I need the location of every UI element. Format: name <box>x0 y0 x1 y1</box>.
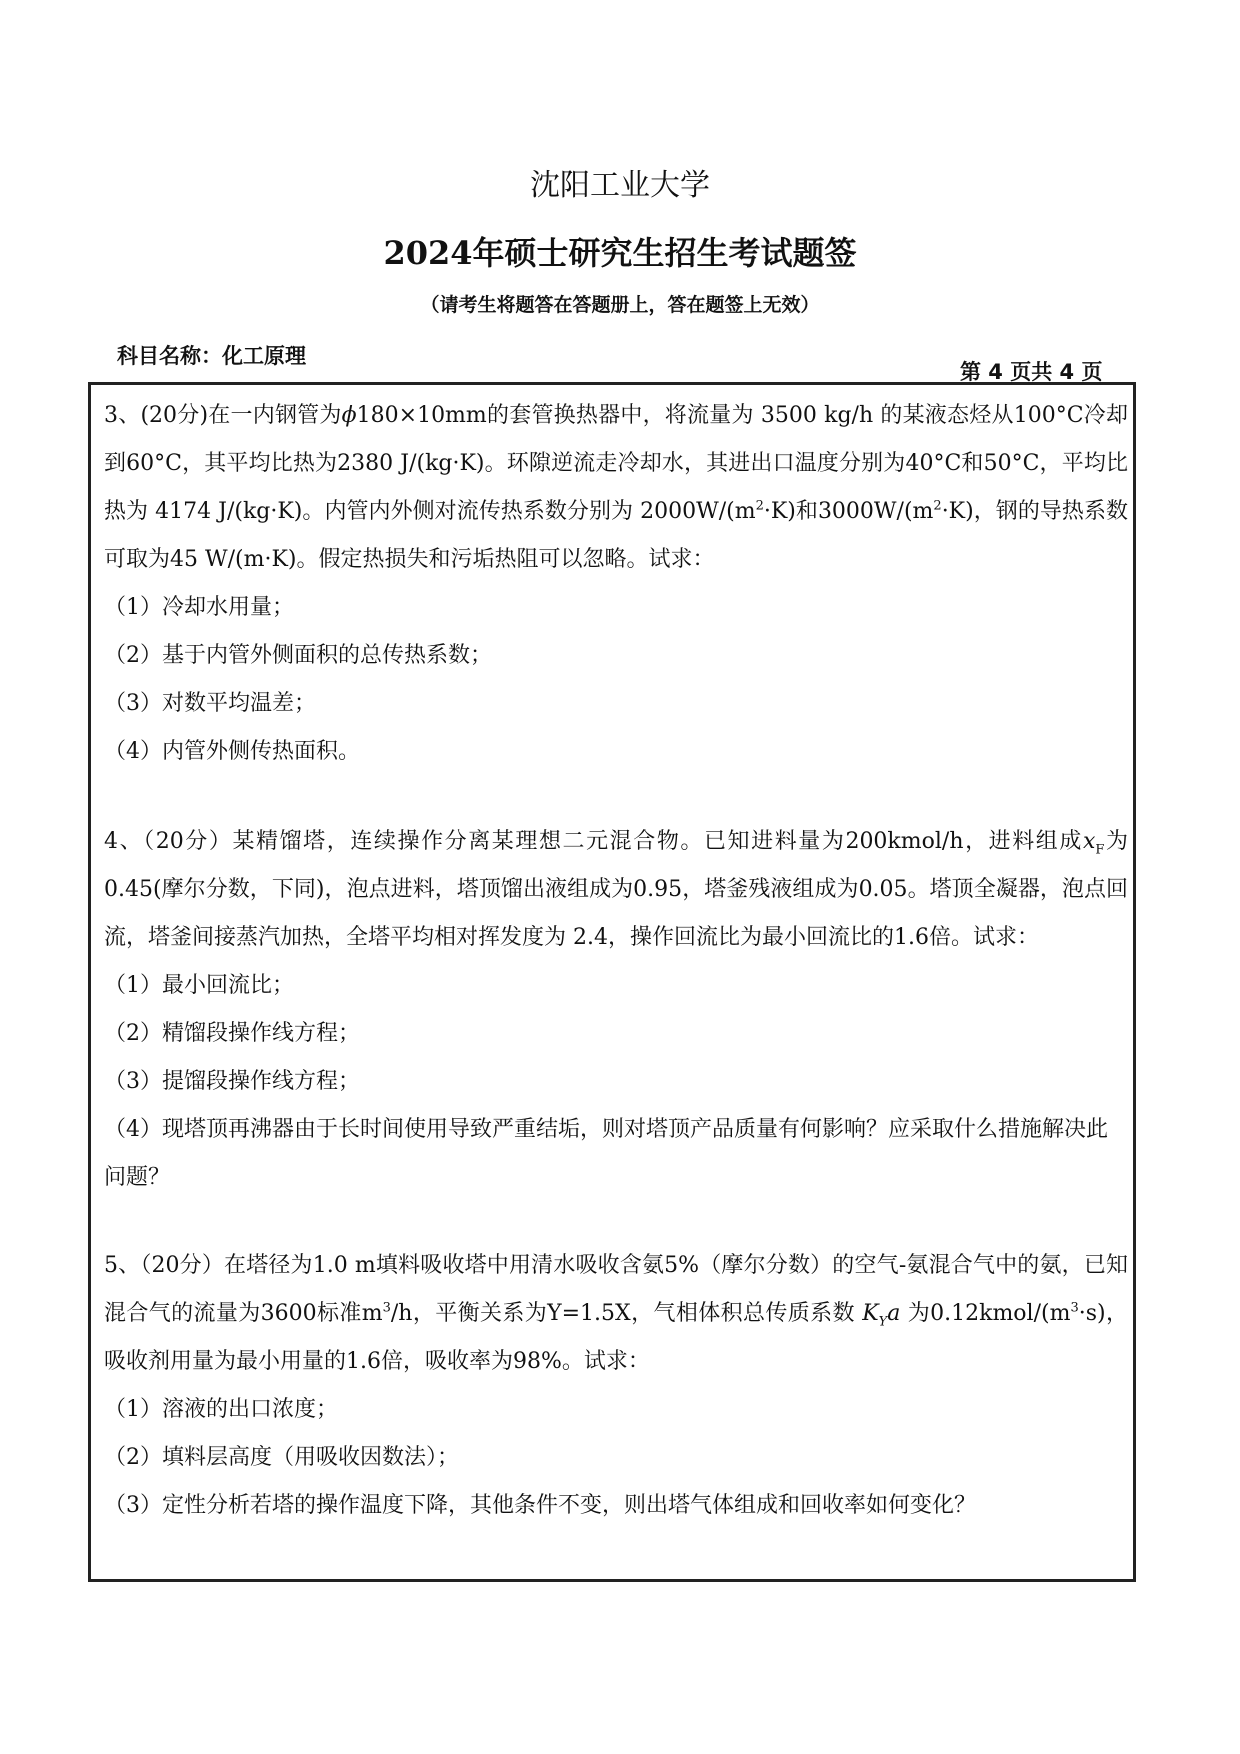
question-5-item: （2）填料层高度（用吸收因数法）； <box>104 1445 459 1470</box>
exam-notice: （请考生将题答在答题册上，答在题签上无效） <box>420 294 820 316</box>
exam-title: 2024年硕士研究生招生考试题签 <box>383 234 857 272</box>
question-content <box>104 392 1128 1530</box>
question-5-item: （1）溶液的出口浓度； <box>104 1397 338 1422</box>
question-4: 4、（20分）某精馏塔，连续操作分离某理想二元混合物。已知进料量为200kmol/h，进料组成$x_F$为0.45(摩尔分数，下同)，泡点进料，塔顶馏出液组成为0.95，塔釜残液组成为0.05。塔顶全凝器，泡点回流，塔釜间接蒸汽加热，全塔平均相对挥发度为 2.4，操作回流比为最小回流比的1.6倍。试求： <box>104 829 1128 950</box>
question-4-item: （3）提馏段操作线方程； <box>104 1069 360 1094</box>
question-3: 3、(20分)在一内钢管为ϕ180×10mm的套管换热器中，将流量为 3500 kg/h 的某液态烃从100°C冷却到60°C，其平均比热为2380 J/(kg·K)。环隙逆流走冷却水，其进出口温度分别为40°C和50°C，平均比热为 4174 J/(kg·K)。内管内外侧对流传热系数分别为 $2000W/(m^2\cdot K)$和$3000W/(m^2\cdot K)$，钢的导热系数可取为45 W/(m·K)。假定热损失和污垢热阻可以忽略。试求： <box>104 403 1128 572</box>
spacer <box>104 776 1128 818</box>
question-4-item: （2）精馏段操作线方程； <box>104 1021 360 1046</box>
phi-symbol: ϕ <box>341 403 357 428</box>
question-5: 5、（20分）在塔径为1.0 m填料吸收塔中用清水吸收含氨5%（摩尔分数）的空气-氨混合气中的氨，已知混合气的流量为3600标准$m^3/h$，平衡关系为Y=1.5X，气相体积总传质系数 $K_Ya$ 为$0.12kmol/(m^3\cdot s)$，吸收剂用量为最小用量的1.6倍，吸收率为98%。试求： <box>104 1253 1128 1374</box>
question-4-item: （1）最小回流比； <box>104 973 294 998</box>
question-3-item: （2）基于内管外侧面积的总传热系数； <box>104 643 492 668</box>
question-4-item: （4）现塔顶再沸器由于长时间使用导致严重结垢，则对塔顶产品质量有何影响？应采取什么措施解决此问题？ <box>104 1117 1109 1190</box>
question-5-item: （3）定性分析若塔的操作温度下降，其他条件不变，则出塔气体组成和回收率如何变化？ <box>104 1493 977 1518</box>
subject-name: 科目名称：化工原理 <box>117 344 306 368</box>
question-3-item: （1）冷却水用量； <box>104 595 294 620</box>
question-3-item: （4）内管外侧传热面积。 <box>104 739 360 764</box>
university-name: 沈阳工业大学 <box>530 168 710 203</box>
spacer <box>104 1202 1128 1242</box>
question-3-item: （3）对数平均温差； <box>104 691 316 716</box>
page-number: 第 4 页共 4 页 <box>960 360 1103 384</box>
